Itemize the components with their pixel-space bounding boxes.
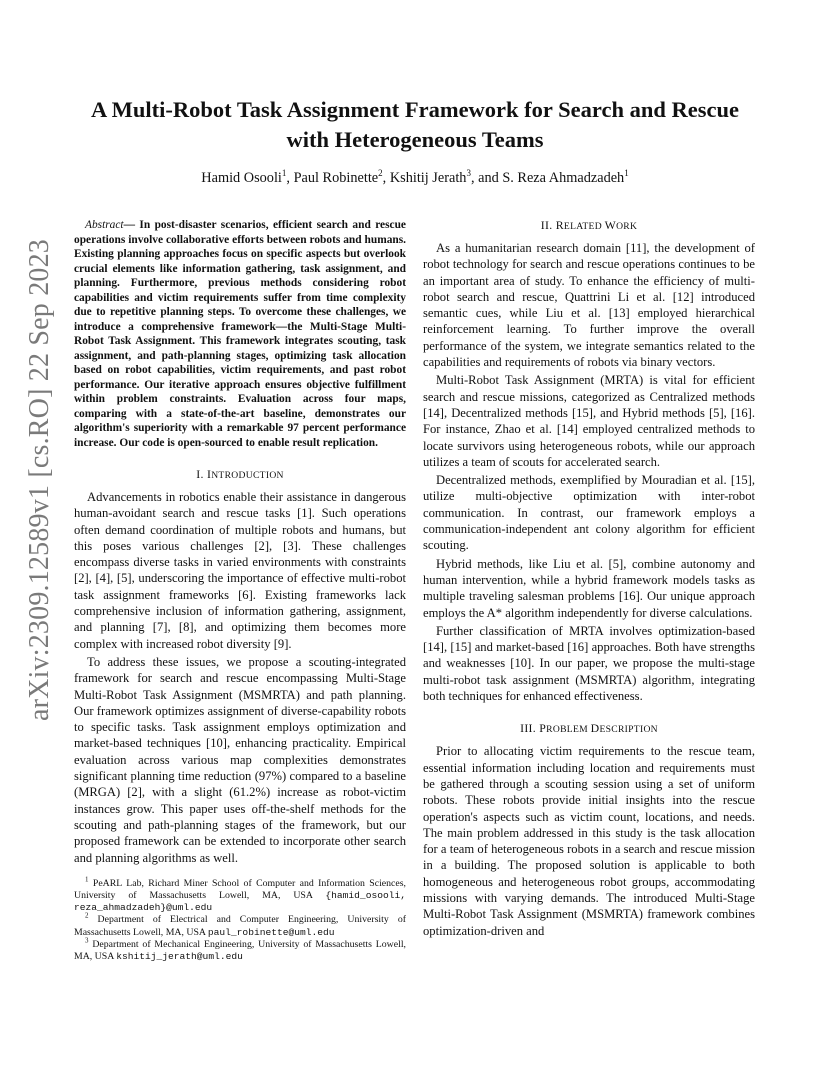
footnote: $^3$ Department of Mechanical Engineering, University of Massachusetts Lowell, MA, USA kshitij_jerath@uml.edu [74, 936, 406, 963]
author: Paul Robinette$^2$, [293, 168, 390, 186]
arxiv-identifier-text: arXiv:2309.12589v1 [cs.RO] 22 Sep 2023 [24, 238, 56, 722]
related-paragraph: Multi-Robot Task Assignment (MRTA) is vital for efficient search and rescue missions, categorized as Centralized methods [14], Decentralized methods [15], and Hybrid methods [5], [16]. For instance, Zhao et al. [14] employed centralized methods to locate survivors using heterogeneous robots, while our approach utilizes a team of scouts for accelerated search. [423, 373, 755, 469]
section-heading-related-work: II. RELATED WORK [540, 218, 638, 232]
abstract-text: — In post-disaster scenarios, efficient search and rescue operations involve collaborative efforts between robots and humans. Existing planning approaches focus on specific aspects but overlook crucial elements like information gathering, task assignment, and planning. Furthermore, previous methods considering robot capabilities and victim requirements suffer from time complexity due to repetitive planning steps. To overcome these challenges, we introduce a comprehensive framework—the Multi-Stage Multi-Robot Task Assignment. This framework integrates scouting, task assignment, and path-planning stages, optimizing task allocation based on robot capabilities, victim requirements, and past robot performance. Our iterative approach ensures objective fulfillment within problem constraints. Evaluation across four maps, comparing with a state-of-the-art baseline, demonstrates our algorithm's superiority with a remarkable 97 percent performance increase. Our code is open-sourced to enable result replication. [74, 219, 406, 449]
footnote: $^1$ PeARL Lab, Richard Miner School of Computer and Information Sciences, University of Massachusetts Lowell, MA, USA {hamid_osooli, reza_ahmadzadeh}@uml.edu [74, 875, 406, 914]
left-column [74, 218, 406, 963]
author-list [70, 170, 760, 187]
related-paragraph: As a humanitarian research domain [11], the development of robot technology for search and rescue operations continues to be an important area of study. To enhance the efficiency of multi-robot search and rescue, Quattrini Li et al. [12] introduced semantic cues, while Liu et al. [13] employed hierarchical reinforcement learning. To further improve the overall performance of the system, we integrate semantics related to the capabilities and requirements of robots via binary vectors. [423, 241, 755, 370]
section-heading-introduction: I. INTRODUCTION [196, 467, 284, 481]
section-heading-problem-description: III. PROBLEM DESCRIPTION [520, 721, 658, 736]
paper-title [70, 95, 760, 155]
author: Kshitij Jerath$^3$, and [389, 168, 503, 186]
title-line-2: with Heterogeneous Teams [286, 127, 544, 152]
author: S. Reza Ahmadzadeh$^1$ [502, 168, 629, 186]
title-line-1: A Multi-Robot Task Assignment Framework for Search and Rescue [91, 97, 739, 122]
abstract-label: Abstract [85, 219, 124, 231]
related-paragraph: Hybrid methods, like Liu et al. [5], combine autonomy and human intervention, while a hybrid framework models tasks as multiple traveling salesman problems [16]. Our unique approach employs the A* algorithm independently for diverse calculations. [423, 556, 755, 620]
arxiv-identifier [20, 238, 60, 722]
intro-paragraph: Advancements in robotics enable their assistance in dangerous human-avoidant search and rescue tasks [1]. Such operations often demand coordination of multiple robots and humans, but this poses various challenges [2], [3]. These challenges encompass diverse tasks in varied environments with constraints [2], [4], [5], underscoring the importance of effective multi-robot task assignment frameworks [6]. Existing frameworks lack comprehensive inclusion of information gathering, assignment, and planning [7], [8], and optimizing them becomes more complex with increased robot diversity [9]. [74, 490, 406, 651]
problem-paragraph: Prior to allocating victim requirements to the rescue team, essential information including location and requirements must be gathered through a scouting session using a set of uniform robots. These robots provide initial insights into the rescue operation's aspects such as victim count, locations, and needs. The main problem addressed in this study is the task allocation for a team of heterogeneous robots in a search and rescue mission in a building. The proposed solution is applicable to both homogeneous and heterogeneous robot groups, accommodating missions with varying demands. The introduced Multi-Stage Multi-Robot Task Assignment (MSMRTA) framework combines optimization-driven and [423, 744, 755, 938]
right-column [423, 218, 755, 941]
footnote: $^2$ Department of Electrical and Computer Engineering, University of Massachusetts Lowell, MA, USA paul_robinette@uml.edu [74, 912, 406, 938]
author: Hamid Osooli$^1$, [201, 168, 294, 186]
related-paragraph: Decentralized methods, exemplified by Mouradian et al. [15], utilize multi-objective optimization with inter-robot communication. In contrast, our framework employs a communication-independent ant colony algorithm for efficient scouting. [423, 473, 755, 553]
abstract [74, 218, 406, 450]
intro-paragraph: To address these issues, we propose a scouting-integrated framework for search and rescue encompassing Multi-Stage Multi-Robot Task Assignment (MSMRTA) and path planning. Our framework optimizes assignment of diverse-capability robots to specific tasks. Task assignment employs optimization and market-based techniques [10], enhancing practicality. Empirical evaluation across various map complexities demonstrates significant planning time reduction (97%) compared to a baseline (MRGA) [2], with a slight (61.2%) increase as robot-victim instances grow. This paper uses off-the-shelf methods for the scouting and path-planning stages of the framework, but our proposed framework can be extended to incorporate other search and planning algorithms as well. [74, 654, 406, 865]
related-paragraph: Further classification of MRTA involves optimization-based [14], [15] and market-based [16] approaches. Both have strengths and weaknesses [10]. In our paper, we propose the multi-stage multi-robot task assignment (MSMRTA) algorithm, integrating both techniques for enhanced effectiveness. [423, 623, 755, 704]
footnotes [74, 875, 406, 963]
